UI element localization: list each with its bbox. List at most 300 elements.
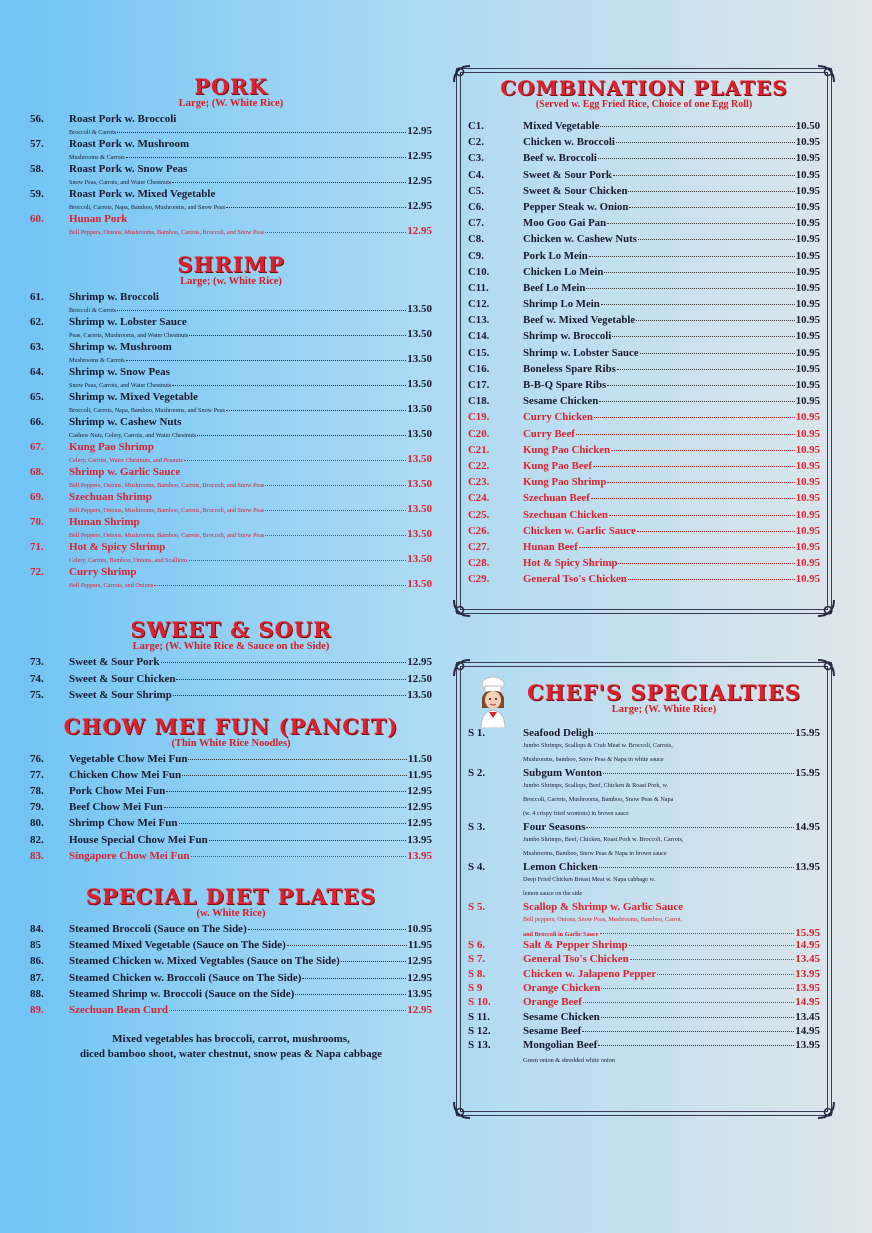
item-name: Shrimp w. Lobster Sauce <box>523 346 639 359</box>
menu-item <box>30 801 432 817</box>
dot-leader <box>302 978 406 979</box>
item-number: C7. <box>468 217 484 230</box>
item-name: Curry Chicken <box>523 411 593 424</box>
item-price: 13.50 <box>407 428 432 441</box>
chef-section <box>456 682 832 1069</box>
corner-ornament-icon <box>452 1100 472 1120</box>
item-name: House Special Chow Mei Fun <box>69 833 208 846</box>
item-number: C26. <box>468 524 490 537</box>
item-number: C14. <box>468 330 490 343</box>
chef-item-s2 <box>468 767 820 779</box>
item-number: 86. <box>30 955 44 968</box>
item-price: 14.95 <box>795 939 820 952</box>
item-number: C20. <box>468 427 490 440</box>
chef-item-s5-price <box>468 927 820 939</box>
mixed-veg-note-2: diced bamboo shoot, water chestnut, snow peas & Napa cabbage <box>79 1048 382 1061</box>
item-desc: Broccoli, Carrots, Napa, Bamboo, Mushrooms, and Snow Peas <box>69 407 226 415</box>
item-number: 76. <box>30 752 44 765</box>
item-price: 10.95 <box>795 395 820 408</box>
item-desc: Snow Peas, Carrots, and Water Chestnuts <box>69 179 172 187</box>
item-price: 13.50 <box>407 503 432 516</box>
menu-item <box>30 834 432 850</box>
dot-leader <box>611 450 795 451</box>
item-price: 12.95 <box>407 225 432 238</box>
menu-item <box>30 673 432 690</box>
item-number: 60. <box>30 213 44 226</box>
item-number: S 5. <box>468 901 486 914</box>
item-name: Roast Pork w. Broccoli <box>69 113 177 126</box>
pork-section <box>30 76 432 238</box>
item-name: Pork Chow Mei Fun <box>69 785 166 798</box>
menu-item <box>468 330 820 346</box>
item-price: 13.95 <box>795 967 820 980</box>
item-number: 72. <box>30 566 44 579</box>
item-price: 10.95 <box>795 540 820 553</box>
item-name: Shrimp Lo Mein <box>523 298 600 311</box>
item-number: 79. <box>30 801 44 814</box>
dot-leader <box>126 360 407 361</box>
menu-item <box>30 391 432 416</box>
menu-item <box>468 363 820 379</box>
menu-item <box>30 341 432 366</box>
item-name: Curry Shrimp <box>69 566 137 579</box>
item-price: 12.95 <box>407 150 432 163</box>
item-number: C4. <box>468 168 484 181</box>
item-number: S 11. <box>468 1010 491 1023</box>
chow-mei-fun-title: CHOW MEI FUN (PANCIT) <box>63 713 399 739</box>
item-name: Sesame Beef <box>523 1024 582 1037</box>
menu-item <box>30 516 432 541</box>
dot-leader <box>117 132 406 133</box>
item-name: Beef Chow Mei Fun <box>69 801 163 814</box>
item-desc: and Broccoli in Garlic Sauce <box>523 931 599 939</box>
item-name: Chicken w. Jalapeno Pepper <box>523 967 657 980</box>
item-number: 84. <box>30 923 44 936</box>
menu-item <box>30 785 432 801</box>
dot-leader <box>618 563 794 564</box>
item-price: 10.95 <box>795 168 820 181</box>
item-price: 10.95 <box>795 314 820 327</box>
dot-leader <box>607 482 794 483</box>
item-number: 71. <box>30 541 44 554</box>
corner-ornament-icon <box>816 658 836 678</box>
item-desc: Green onion & shredded white onion <box>523 1057 615 1065</box>
dot-leader <box>595 733 795 734</box>
dot-leader <box>598 1045 794 1046</box>
dot-leader <box>582 1031 794 1032</box>
dot-leader <box>209 840 407 841</box>
item-number: C6. <box>468 200 484 213</box>
item-price: 10.95 <box>795 443 820 456</box>
item-name: Subgum Wonton <box>523 767 602 780</box>
item-number: C27. <box>468 540 490 553</box>
combination-subtitle: (Served w. Egg Fried Rice, Choice of one Egg Roll) <box>535 99 753 110</box>
item-price: 13.50 <box>407 689 432 702</box>
item-price: 13.95 <box>407 833 432 846</box>
item-number: C9. <box>468 249 484 262</box>
item-price: 13.50 <box>407 378 432 391</box>
item-name: Shrimp w. Snow Peas <box>69 366 170 379</box>
menu-item <box>468 939 820 953</box>
item-name: Scallop & Shrimp w. Garlic Sauce <box>523 901 684 914</box>
item-price: 12.95 <box>407 656 432 669</box>
item-price: 10.95 <box>795 573 820 586</box>
item-price: 10.95 <box>795 330 820 343</box>
item-number: S 13. <box>468 1039 491 1052</box>
dot-leader <box>182 775 407 776</box>
combination-list <box>456 120 832 589</box>
special-diet-list <box>30 923 432 1020</box>
item-name: Chicken w. Garlic Sauce <box>523 524 636 537</box>
item-name: Shrimp w. Mushroom <box>69 341 172 354</box>
item-desc: Peas, Carrots, Mushrooms, and Water Chestnuts <box>69 332 189 340</box>
item-price: 10.95 <box>795 379 820 391</box>
sweet-sour-section <box>30 619 432 706</box>
pork-list <box>30 113 432 238</box>
dot-leader <box>607 223 795 224</box>
item-name: Sesame Chicken <box>523 395 599 408</box>
item-number: C24. <box>468 492 490 505</box>
item-number: S 1. <box>468 727 486 740</box>
menu-item <box>468 492 820 508</box>
item-number: C21. <box>468 443 490 456</box>
item-number: C3. <box>468 152 484 165</box>
menu-item <box>30 972 432 988</box>
menu-item <box>30 366 432 391</box>
item-name: Shrimp w. Cashew Nuts <box>69 416 182 429</box>
item-name: Roast Pork w. Snow Peas <box>69 163 188 176</box>
item-price: 13.50 <box>407 303 432 316</box>
corner-ornament-icon <box>452 658 472 678</box>
menu-item <box>468 525 820 541</box>
dot-leader <box>591 498 795 499</box>
item-price: 12.95 <box>407 125 432 138</box>
dot-leader <box>265 535 406 536</box>
item-name: Hot & Spicy Shrimp <box>69 541 166 554</box>
item-desc: Bell Peppers, Onions, Mushrooms, Bamboo, Carrots, Broccoli, and Snow Peas <box>69 532 265 540</box>
menu-item <box>468 185 820 201</box>
item-desc: Cashew Nuts, Celery, Carrots, and Water Chestnuts <box>69 432 197 440</box>
item-name: Four Seasons <box>523 821 586 834</box>
item-number: 73. <box>30 656 44 669</box>
menu-item <box>468 217 820 233</box>
item-number: C2. <box>468 136 484 149</box>
dot-leader <box>638 239 795 240</box>
dot-leader <box>265 232 406 233</box>
item-name: Shrimp w. Lobster Sauce <box>69 316 187 329</box>
chef-subtitle: Large; (W. White Rice) <box>611 704 717 716</box>
dot-leader <box>226 207 406 208</box>
dot-leader <box>600 126 794 127</box>
shrimp-list <box>30 291 432 591</box>
dot-leader <box>126 157 407 158</box>
item-name: Steamed Chicken w. Mixed Vegtables (Sauce on The Side) <box>69 955 340 968</box>
dot-leader <box>603 773 794 774</box>
item-price: 10.95 <box>795 411 820 424</box>
item-number: C18. <box>468 395 490 408</box>
item-name: Singapore Chow Mei Fun <box>69 849 190 862</box>
dot-leader <box>188 759 406 760</box>
menu-item <box>30 291 432 316</box>
item-desc: Mushrooms, Bamboo, Snow Peas & Napa in brown sauce <box>523 850 667 858</box>
menu-item <box>30 988 432 1004</box>
dot-leader <box>612 336 794 337</box>
item-number: C29. <box>468 573 490 586</box>
corner-ornament-icon <box>816 64 836 84</box>
item-price: 10.95 <box>795 298 820 311</box>
dot-leader <box>598 158 795 159</box>
item-number: 69. <box>30 491 44 504</box>
item-number: S 2. <box>468 767 486 780</box>
dot-leader <box>629 207 794 208</box>
menu-item <box>30 656 432 673</box>
dot-leader <box>226 410 406 411</box>
corner-ornament-icon <box>816 1100 836 1120</box>
item-price: 10.95 <box>795 249 820 262</box>
item-price: 14.95 <box>795 996 820 1009</box>
item-number: C11. <box>468 281 489 294</box>
menu-item <box>30 753 432 769</box>
mixed-veg-note-1: Mixed vegetables has broccoli, carrot, mushrooms, <box>112 1033 350 1046</box>
chef-simple-list <box>468 939 820 1053</box>
chef-item-s4 <box>468 861 820 873</box>
menu-item <box>468 379 820 395</box>
item-desc: Broccoli & Carrots <box>69 307 117 315</box>
menu-item <box>468 266 820 282</box>
menu-item <box>30 850 432 866</box>
item-desc: Bell Peppers, Onions, Mushrooms, Bamboo, Carrots, Broccoli, and Snow Peas <box>69 507 265 515</box>
item-price: 15.95 <box>795 767 820 780</box>
dot-leader <box>630 959 795 960</box>
menu-item <box>468 541 820 557</box>
item-number: C1. <box>468 120 484 132</box>
item-number: C12. <box>468 298 490 311</box>
item-price: 12.95 <box>407 801 432 814</box>
chef-item-s3 <box>468 821 820 833</box>
item-name: Steamed Broccoli (Sauce on The Side) <box>69 923 247 936</box>
item-price: 10.50 <box>795 120 820 132</box>
item-number: 88. <box>30 987 44 1000</box>
item-price: 11.50 <box>407 752 432 765</box>
item-name: Steamed Mixed Vegetable (Sauce on The Side) <box>69 939 286 952</box>
chef-list <box>456 727 832 1069</box>
item-desc: Jumbo Shrimps, Scallops, Beef, Chicken & Roast Pork, w. <box>523 782 669 790</box>
item-name: Boneless Spare Ribs <box>523 362 616 375</box>
item-name: Pepper Steak w. Onion <box>523 200 629 213</box>
menu-item <box>468 444 820 460</box>
item-price: 13.95 <box>407 849 432 862</box>
item-number: S 12. <box>468 1024 491 1037</box>
item-number: 85 <box>30 939 41 952</box>
chow-mei-fun-list <box>30 753 432 866</box>
item-number: 58. <box>30 163 44 176</box>
item-number: C28. <box>468 557 490 570</box>
dot-leader <box>601 304 795 305</box>
item-number: C19. <box>468 411 490 424</box>
menu-item <box>30 441 432 466</box>
menu-item <box>30 566 432 591</box>
sweet-sour-subtitle: Large; (W. White Rice & Sauce on the Side) <box>132 641 330 653</box>
menu-item <box>468 201 820 217</box>
item-price: 13.50 <box>407 453 432 466</box>
item-number: S 9 <box>468 981 483 994</box>
item-number: C13. <box>468 314 490 327</box>
menu-item <box>468 953 820 967</box>
item-number: S 10. <box>468 996 491 1009</box>
menu-item <box>30 466 432 491</box>
dot-leader <box>184 460 406 461</box>
item-name: Salt & Pepper Shrimp <box>523 939 628 952</box>
menu-item <box>468 982 820 996</box>
dot-leader <box>295 994 406 995</box>
item-number: 66. <box>30 416 44 429</box>
special-diet-subtitle: (w. White Rice) <box>196 908 266 920</box>
item-name: Sesame Chicken <box>523 1010 600 1023</box>
item-name: Roast Pork w. Mixed Vegetable <box>69 188 216 201</box>
item-name: Sweet & Sour Pork <box>69 656 160 669</box>
item-price: 13.50 <box>407 478 432 491</box>
menu-item <box>468 347 820 363</box>
item-number: C16. <box>468 362 490 375</box>
item-price: 10.95 <box>795 281 820 294</box>
item-price: 10.95 <box>795 346 820 359</box>
item-desc: Deep Fried Chicken Breast Meat w. Napa cabbage w. <box>523 876 656 884</box>
item-price: 13.50 <box>407 578 432 591</box>
menu-item <box>468 120 820 136</box>
dot-leader <box>154 585 406 586</box>
item-price: 13.50 <box>407 403 432 416</box>
item-desc: Celery, Carrots, Water Chestnuts, and Peanuts <box>69 457 183 465</box>
item-price: 13.50 <box>407 353 432 366</box>
dot-leader <box>191 856 407 857</box>
menu-item <box>468 476 820 492</box>
item-number: 89. <box>30 1003 44 1016</box>
item-price: 10.95 <box>795 136 820 149</box>
item-price: 12.50 <box>407 672 432 685</box>
dot-leader <box>164 807 406 808</box>
pork-subtitle: Large; (W. White Rice) <box>178 98 284 110</box>
shrimp-section <box>30 254 432 591</box>
item-price: 13.95 <box>795 861 820 874</box>
dot-leader <box>613 175 795 176</box>
item-number: 64. <box>30 366 44 379</box>
item-name: Vegetable Chow Mei Fun <box>69 752 188 765</box>
item-price: 10.95 <box>795 508 820 521</box>
dot-leader <box>179 823 407 824</box>
item-name: Pork Lo Mein <box>523 249 588 262</box>
item-number: 61. <box>30 291 44 304</box>
dot-leader <box>197 435 406 436</box>
menu-item <box>30 491 432 516</box>
item-name: Kung Pao Beef <box>523 459 592 472</box>
item-name: Szechuan Chicken <box>523 508 608 521</box>
chef-item-s1 <box>468 727 820 739</box>
menu-item <box>468 460 820 476</box>
item-desc: Jumbo Shrimps, Scallops & Crab Meat w. Broccoli, Carrots, <box>523 742 673 750</box>
item-desc: Celery, Carrots, Bamboo, Onions, and Scallions <box>69 557 188 565</box>
item-number: 75. <box>30 689 44 702</box>
item-desc: Bell Peppers, Onions, Mushrooms, Bamboo, Carrots, Broccoli, and Snow Peas <box>69 229 265 237</box>
menu-item <box>30 213 432 238</box>
item-name: Szechuan Shrimp <box>69 491 152 504</box>
dot-leader <box>609 515 795 516</box>
item-name: Hunan Pork <box>69 213 128 226</box>
item-price: 10.95 <box>795 362 820 375</box>
menu-item <box>468 152 820 168</box>
dot-leader <box>636 320 795 321</box>
item-price: 13.45 <box>795 1010 820 1023</box>
item-name: Sweet & Sour Shrimp <box>69 689 172 702</box>
dot-leader <box>287 945 407 946</box>
item-name: Chicken w. Cashew Nuts <box>523 233 637 246</box>
item-number: 67. <box>30 441 44 454</box>
left-column <box>30 76 432 1062</box>
menu-item <box>468 314 820 330</box>
dot-leader <box>628 191 794 192</box>
item-desc: Broccoli, Carrots, Mushrooms, Bamboo, Snow Peas & Napa <box>523 796 674 804</box>
item-number: 80. <box>30 817 44 830</box>
item-name: Beef w. Mixed Vegetable <box>523 314 636 327</box>
sweet-sour-title: SWEET & SOUR <box>130 617 332 643</box>
menu-item <box>468 509 820 525</box>
item-price: 10.95 <box>795 265 820 278</box>
item-price: 11.95 <box>407 768 432 781</box>
item-name: Chicken Lo Mein <box>523 265 604 278</box>
dot-leader <box>628 579 795 580</box>
item-name: Moo Goo Gai Pan <box>523 217 607 230</box>
item-price: 14.95 <box>795 821 820 834</box>
dot-leader <box>583 1002 794 1003</box>
item-name: Curry Beef <box>523 427 575 440</box>
item-desc: Mushrooms, bamboo, Snow Peas & Napa in white sauce <box>523 756 664 764</box>
item-name: General Tso's Chicken <box>523 573 627 586</box>
item-name: Sweet & Sour Chicken <box>69 672 176 685</box>
dot-leader <box>173 695 406 696</box>
dot-leader <box>607 385 795 386</box>
menu-item <box>30 138 432 163</box>
shrimp-subtitle: Large; (w. White Rice) <box>180 276 282 288</box>
menu-item <box>468 1011 820 1025</box>
sweet-sour-list <box>30 656 432 706</box>
item-number: 56. <box>30 113 44 126</box>
item-price: 10.95 <box>795 233 820 246</box>
dot-leader <box>640 353 795 354</box>
dot-leader <box>616 142 795 143</box>
item-number: 77. <box>30 768 44 781</box>
item-name: Shrimp w. Broccoli <box>523 330 612 343</box>
item-name: B-B-Q Spare Ribs <box>523 379 607 391</box>
dot-leader <box>161 662 407 663</box>
item-price: 10.95 <box>795 524 820 537</box>
item-price: 13.50 <box>407 328 432 341</box>
dot-leader <box>172 385 406 386</box>
item-number: 82. <box>30 833 44 846</box>
dot-leader <box>265 510 406 511</box>
menu-item <box>468 136 820 152</box>
item-price: 14.95 <box>795 1024 820 1037</box>
item-price: 10.95 <box>795 492 820 505</box>
item-desc: Bell Peppers, Carrots, and Onions <box>69 582 154 590</box>
item-number: 59. <box>30 188 44 201</box>
item-desc: Snow Peas, Carrots, and Water Chestnuts <box>69 382 172 390</box>
item-number: C17. <box>468 379 490 391</box>
item-price: 10.95 <box>795 427 820 440</box>
chow-mei-fun-subtitle: (Thin White Rice Noodles) <box>171 737 291 749</box>
item-number: 57. <box>30 138 44 151</box>
dot-leader <box>601 988 794 989</box>
menu-item <box>30 541 432 566</box>
menu-item <box>30 817 432 833</box>
